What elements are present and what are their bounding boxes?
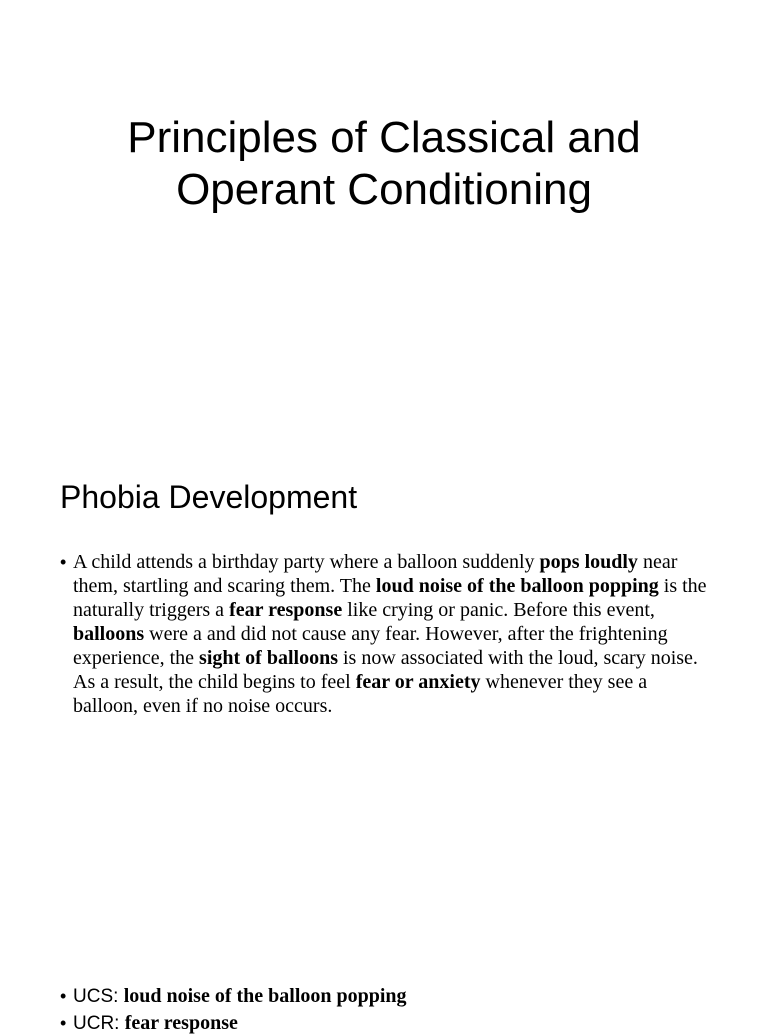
- story-text: A child attends a birthday party where a balloon suddenly: [73, 551, 540, 573]
- story-text: is now associated with the loud, scary noise. As a result, the child begins to feel: [73, 647, 698, 693]
- story-emphasis: sight of balloons: [199, 647, 338, 669]
- story-emphasis: fear response: [229, 599, 343, 621]
- ucr-label: UCR:: [73, 1013, 125, 1034]
- ucs-line: [73, 984, 712, 1009]
- story-bullet: [60, 550, 712, 718]
- section-heading: Phobia Development: [60, 479, 358, 515]
- ucs-value: loud noise of the balloon popping: [123, 985, 407, 1007]
- story-paragraph: [73, 550, 712, 718]
- ucs-label: UCS:: [73, 986, 124, 1007]
- story-text: whenever they see a balloon, even if no noise occurs.: [73, 671, 648, 717]
- bullet-icon: •: [60, 986, 67, 1006]
- title-line-1: Principles of Classical and: [127, 113, 641, 162]
- bullet-icon: •: [60, 1013, 67, 1033]
- story-emphasis: loud noise of the balloon popping: [375, 575, 659, 597]
- story-text: near them, startling and scaring them. The: [73, 551, 678, 597]
- story-emphasis: balloons: [73, 623, 145, 645]
- story-emphasis: fear or anxiety: [355, 671, 481, 693]
- story-text: like crying or panic. Before this event,: [342, 599, 655, 621]
- story-emphasis: pops loudly: [539, 551, 638, 573]
- bullet-icon: •: [60, 552, 67, 572]
- title-line-2: Operant Conditioning: [176, 165, 592, 214]
- ucr-value: fear response: [124, 1012, 238, 1034]
- ucs-bullet: [60, 984, 712, 1009]
- story-text: is the naturally triggers a: [73, 575, 707, 621]
- slide-title: [0, 112, 768, 216]
- story-text: were a and did not cause any fear. However, after the frightening experience, the: [73, 623, 668, 669]
